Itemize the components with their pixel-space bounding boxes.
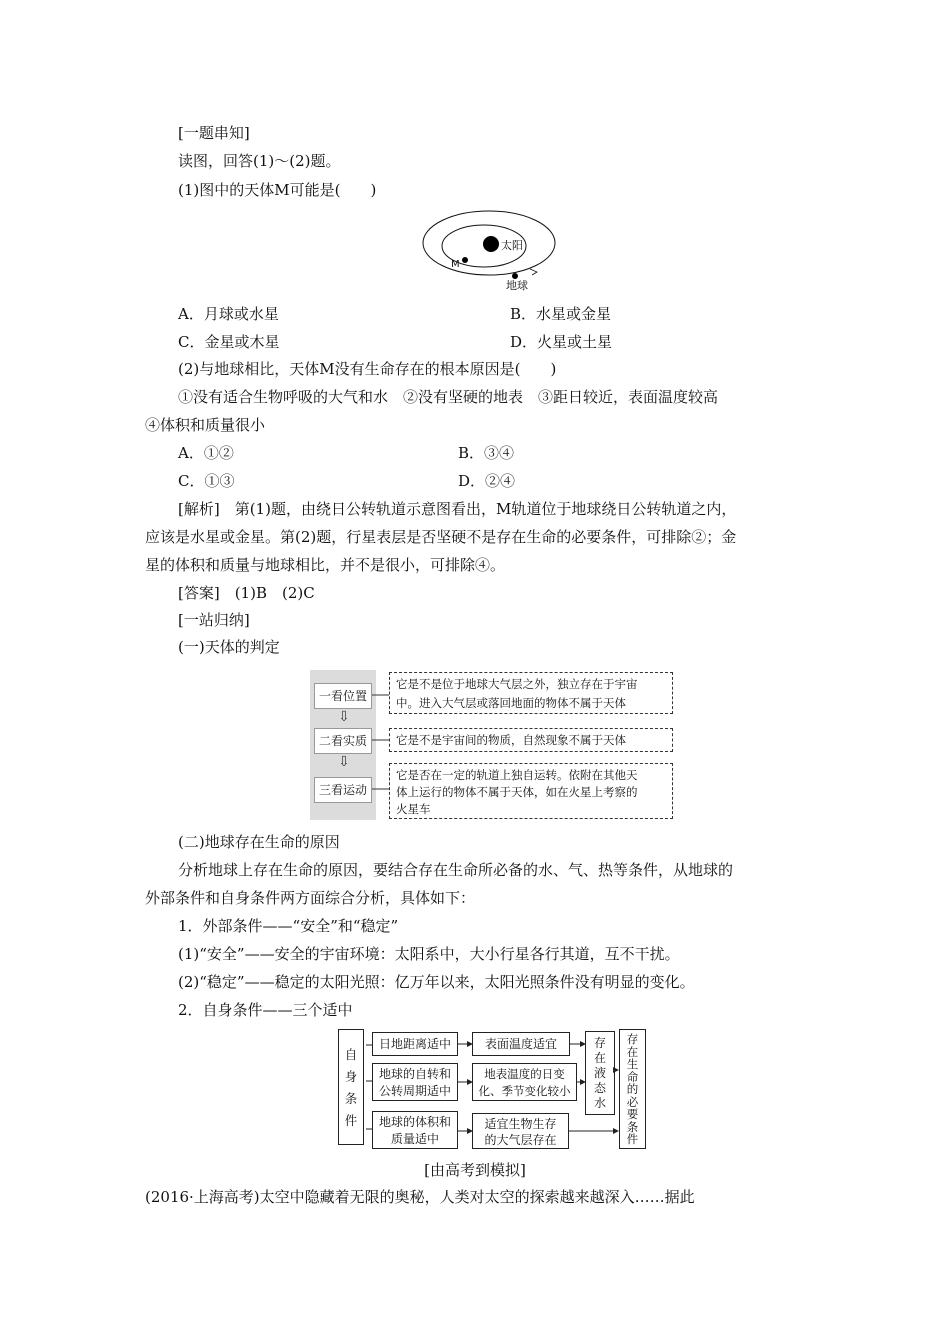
self-conditions-flowchart (336, 1025, 648, 1150)
final-char-4: 命 (626, 1069, 639, 1084)
water-char-3: 液 (593, 1066, 606, 1080)
sun-marker (483, 236, 499, 252)
paragraph-line-1: 分析地球上存在生命的原因，要结合存在生命所必备的水、气、热等条件，从地球的 (178, 861, 734, 879)
question-2-statements-cont: ④体积和质量很小 (145, 416, 266, 434)
result-temperature-change (472, 1063, 577, 1101)
final-char-7: 要 (626, 1107, 639, 1121)
condition-rotation-line-2: 公转周期适中 (378, 1084, 451, 1098)
section-heading-gaokao: [由高考到模拟] (424, 1161, 526, 1179)
condition-sun-distance: 日地距离适中 (372, 1032, 458, 1056)
section-heading-guina: [一站归纳] (178, 611, 250, 629)
self-label-char-2: 身 (344, 1069, 358, 1084)
sun-label: 太阳 (501, 239, 523, 252)
question-2-stem: (2)与地球相比，天体M没有生命存在的根本原因是( ) (178, 360, 557, 378)
condition-volume-line-1: 地球的体积和 (378, 1115, 451, 1129)
condition-volume-mass (372, 1111, 458, 1149)
condition-volume-line-2: 质量适中 (390, 1132, 439, 1146)
self-label-char-3: 条 (344, 1091, 358, 1106)
q2-option-a: A．①② (178, 444, 234, 462)
question-intro: 读图，回答(1)～(2)题。 (178, 152, 341, 170)
desc-motion-line-1: 它是否在一定的轨道上独自运转。依附在其他天 (396, 768, 638, 782)
water-char-4: 态 (593, 1081, 606, 1095)
condition-rotation-line-1: 地球的自转和 (378, 1067, 451, 1081)
external-condition-safe: (1)“安全”——安全的宇宙环境：太阳系中，大小行星各行其道，互不干扰。 (178, 945, 680, 963)
step-look-position: 一看位置 (314, 683, 372, 709)
question-1-stem: (1)图中的天体M可能是( ) (178, 181, 377, 199)
q1-option-a: A．月球或水星 (178, 305, 279, 323)
result-temperature-line-2: 化、季节变化较小 (478, 1084, 571, 1098)
water-char-5: 水 (593, 1096, 606, 1110)
final-char-2: 在 (626, 1044, 639, 1059)
answer-line: [答案] (1)B (2)C (178, 584, 315, 602)
desc-motion-line-3: 火星车 (396, 802, 431, 816)
result-atmosphere (472, 1113, 569, 1149)
step-look-substance: 二看实质 (314, 728, 372, 754)
final-char-5: 的 (626, 1082, 639, 1096)
condition-rotation-period (372, 1063, 458, 1101)
exam-question-intro: (2016·上海高考)太空中隐藏着无限的奥秘，人类对太空的探索越来越深入……据此 (145, 1188, 695, 1206)
q2-option-b: B．③④ (458, 444, 515, 462)
self-conditions-title: 2．自身条件——三个适中 (178, 1001, 353, 1019)
desc-motion-line-2: 体上运行的物体不属于天体，如在火星上考察的 (396, 785, 638, 799)
liquid-water-box (585, 1031, 615, 1115)
final-char-3: 生 (626, 1057, 639, 1071)
desc-position (389, 672, 673, 714)
analysis-line-3: 星的体积和质量与地球相比，并不是很小，可排除④。 (145, 556, 506, 574)
subheading-celestial-body: (一)天体的判定 (178, 638, 280, 656)
earth-label: 地球 (506, 279, 528, 292)
desc-substance-text: 它是不是宇宙间的物质，自然现象不属于天体 (396, 733, 626, 747)
down-arrow-icon: ⇩ (338, 709, 350, 725)
analysis-line-1: [解析] 第(1)题，由绕日公转轨道示意图看出，M轨道位于地球绕日公转轨道之内， (178, 500, 737, 518)
q1-option-c: C．金星或木星 (178, 333, 280, 351)
external-condition-stable: (2)“稳定”——稳定的太阳光照：亿万年以来，太阳光照条件没有明显的变化。 (178, 973, 695, 991)
result-surface-temperature: 表面温度适宜 (472, 1032, 570, 1056)
result-atmosphere-line-1: 适宜生物生存 (484, 1117, 557, 1131)
final-char-9: 件 (626, 1132, 639, 1146)
external-conditions-title: 1．外部条件——“安全”和“稳定” (178, 917, 399, 935)
q1-option-d: D．火星或土星 (510, 333, 613, 351)
analysis-line-2: 应该是水星或金星。第(2)题，行星表层是否坚硬不是存在生命的必要条件，可排除②；金 (145, 528, 737, 546)
celestial-judgment-flowchart (310, 670, 678, 820)
q2-option-d: D．②④ (458, 472, 516, 490)
orbit-diagram (420, 205, 570, 295)
self-label-char-1: 自 (344, 1047, 358, 1062)
water-char-1: 存 (593, 1036, 606, 1050)
planet-m-marker (462, 257, 468, 263)
final-char-8: 条 (626, 1119, 639, 1134)
life-conditions-box (619, 1029, 646, 1149)
paragraph-line-2: 外部条件和自身条件两方面综合分析，具体如下： (145, 889, 476, 907)
section-heading-chuanzhi: [一题串知] (178, 124, 250, 142)
self-label-char-4: 件 (344, 1113, 358, 1128)
planet-m-label: M (451, 259, 460, 270)
result-temperature-line-1: 地表温度的日变 (484, 1067, 565, 1081)
subheading-life-reasons: (二)地球存在生命的原因 (178, 833, 340, 851)
down-arrow-icon: ⇩ (338, 754, 350, 770)
q1-option-b: B．水星或金星 (510, 305, 612, 323)
step-look-motion: 三看运动 (314, 777, 372, 803)
final-char-6: 必 (626, 1094, 639, 1109)
desc-substance (389, 728, 673, 752)
water-char-2: 在 (593, 1051, 606, 1065)
self-conditions-label (338, 1029, 364, 1145)
desc-position-line-2: 中。进入大气层或落回地面的物体不属于天体 (396, 696, 626, 710)
final-char-1: 存 (626, 1032, 639, 1046)
q2-option-c: C．①③ (178, 472, 235, 490)
question-2-statements: ①没有适合生物呼吸的大气和水 ②没有坚硬的地表 ③距日较近，表面温度较高 (178, 388, 719, 406)
desc-position-line-1: 它是不是位于地球大气层之外，独立存在于宇宙 (396, 677, 638, 691)
result-atmosphere-line-2: 的大气层存在 (484, 1133, 557, 1147)
desc-motion (389, 763, 673, 819)
